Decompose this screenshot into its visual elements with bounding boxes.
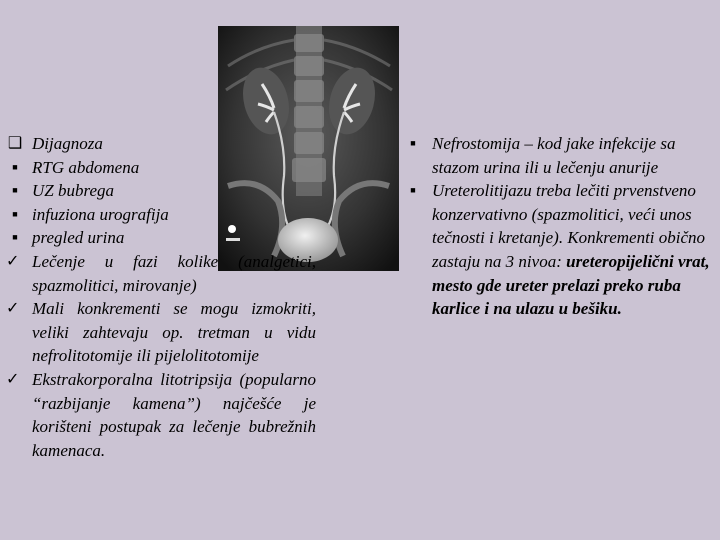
list-item-text: Ureterolitijazu treba lečiti prvenstveno konzervativno (spazmolitici, veći unos tečnosti i kretanje). Konkrementi obično zastaju na 3 nivoa: xyxy=(432,181,706,271)
square-bullet-icon: ■ xyxy=(410,138,416,148)
list-item-text: Mali konkrementi se mogu izmokriti, veliki zahtevaju op. tretman u vidu nefrolitotomije ili pijelolitotomije xyxy=(32,299,316,366)
checkmark-bullet-icon: ✓ xyxy=(6,252,20,270)
left-bullet-list xyxy=(6,132,316,462)
checkmark-bullet-icon: ✓ xyxy=(6,300,20,318)
list-item xyxy=(6,250,316,297)
right-bullet-list xyxy=(404,132,717,321)
square-bullet-icon: ■ xyxy=(410,185,416,196)
list-item xyxy=(6,297,316,368)
list-item xyxy=(6,156,316,180)
list-item-emphasis: ureteropijelični vrat, mesto gde ureter prelazi preko ruba karlice i na ulazu u bešiku. xyxy=(432,251,710,319)
list-item xyxy=(6,132,316,156)
list-item xyxy=(6,226,316,250)
checkmark-bullet-icon: ✓ xyxy=(6,370,20,388)
list-item-text: pregled urina xyxy=(32,228,125,248)
square-bullet-icon: ■ xyxy=(12,208,18,219)
list-item-text: RTG abdomena xyxy=(32,157,140,177)
list-item xyxy=(404,132,717,179)
square-bullet-icon: ■ xyxy=(12,161,18,172)
list-item xyxy=(6,368,316,462)
list-item xyxy=(404,179,717,321)
list-item xyxy=(6,203,316,227)
list-item-text: Ekstrakorporalna litotripsija (popularno “razbijanje kamena”) najčešće je korišteni postupak za lečenje bubrežnih kamenaca. xyxy=(32,369,316,460)
list-item-text: UZ bubrega xyxy=(32,181,115,201)
hollow-square-bullet-icon: ❑ xyxy=(7,135,23,152)
square-bullet-icon: ■ xyxy=(12,232,18,243)
list-item-text: infuziona urografija xyxy=(32,204,169,224)
list-item xyxy=(6,179,316,203)
list-item-text: Dijagnoza xyxy=(32,134,103,153)
list-item-text: Nefrostomija – kod jake infekcije sa stazom urina ili u lečenju anurije xyxy=(432,134,676,177)
list-item-text: Lečenje u fazi kolike (analgetici, spazmolitici, mirovanje) xyxy=(32,251,316,295)
square-bullet-icon: ■ xyxy=(12,185,18,196)
